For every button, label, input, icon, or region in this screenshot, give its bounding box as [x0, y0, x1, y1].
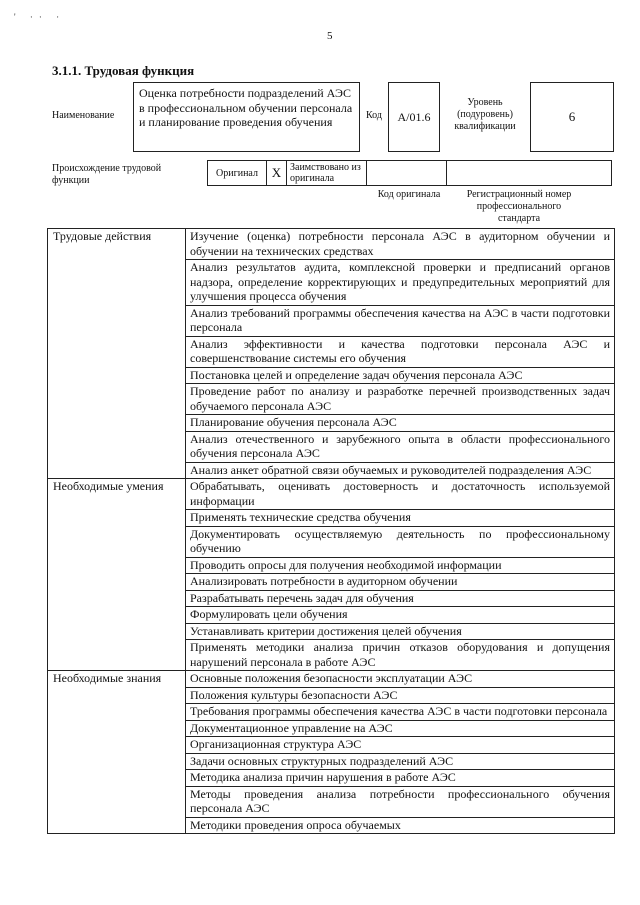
section-item: Разрабатывать перечень задач для обучения — [186, 590, 615, 607]
original-code-label: Код оригинала — [377, 189, 441, 200]
section-item: Анализ анкет обратной связи обучаемых и руководителей подразделения АЭС — [186, 462, 615, 479]
origin-label: Происхождение трудовой функции — [52, 163, 162, 186]
level-value-box: 6 — [530, 82, 614, 152]
section-item: Проведение работ по анализу и разработке перечней производственных задач обучаемого персонала АЭС — [186, 384, 615, 415]
section-title: 3.1.1. Трудовая функция — [52, 63, 195, 78]
section-item: Постановка целей и определение задач обучения персонала АЭС — [186, 367, 615, 384]
section-item: Обрабатывать, оценивать достоверность и достаточность используемой информации — [186, 479, 615, 510]
section-item: Основные положения безопасности эксплуатации АЭС — [186, 671, 615, 688]
origin-borrowed-cell: Заимствовано из оригинала — [287, 160, 367, 186]
function-details-table — [47, 228, 615, 834]
section-item: Проводить опросы для получения необходимой информации — [186, 557, 615, 574]
section-item: Планирование обучения персонала АЭС — [186, 415, 615, 432]
section-item: Организационная структура АЭС — [186, 737, 615, 754]
section-category: Необходимые умения — [48, 479, 186, 671]
section-item: Анализировать потребности в аудиторном обучении — [186, 574, 615, 591]
reg-number-label: Регистрационный номер профессионального стандарта — [466, 189, 572, 224]
section-item: Документационное управление на АЭС — [186, 720, 615, 737]
table-row — [48, 229, 615, 260]
section-category: Необходимые знания — [48, 671, 186, 834]
section-item: Методики проведения опроса обучаемых — [186, 817, 615, 834]
section-category: Трудовые действия — [48, 229, 186, 479]
section-item: Методы проведения анализа потребности профессионального обучения персонала АЭС — [186, 786, 615, 817]
section-item: Методика анализа причин нарушения в работе АЭС — [186, 770, 615, 787]
section-item: Устанавливать критерии достижения целей обучения — [186, 623, 615, 640]
section-item: Применять технические средства обучения — [186, 510, 615, 527]
code-value-box: A/01.6 — [388, 82, 440, 152]
section-item: Положения культуры безопасности АЭС — [186, 687, 615, 704]
origin-reg-cell — [447, 160, 612, 186]
table-row — [48, 671, 615, 688]
origin-original-cell: Оригинал — [207, 160, 267, 186]
origin-table — [207, 160, 612, 186]
name-label: Наименование — [52, 110, 115, 121]
origin-mark-cell: X — [267, 160, 287, 186]
function-name-box: Оценка потребности подразделений АЭС в профессиональном обучении персонала и планирование проведения обучения — [133, 82, 360, 152]
section-item: Анализ эффективности и качества подготовки персонала АЭС и совершенствование системы его обучения — [186, 336, 615, 367]
section-item: Анализ отечественного и зарубежного опыта в области профессионального обучения персонала АЭС — [186, 431, 615, 462]
section-item: Анализ требований программы обеспечения качества на АЭС в части подготовки персонала — [186, 305, 615, 336]
section-item: Изучение (оценка) потребности персонала АЭС в аудиторном обучении и обучении на технических средствах — [186, 229, 615, 260]
page-number: 5 — [327, 30, 333, 42]
section-item: Анализ результатов аудита, комплексной проверки и предписаний органов надзора, определение корректирующих и предупредительных мероприятий для улучшения процесса обучения — [186, 260, 615, 306]
code-label: Код — [366, 110, 382, 121]
section-item: Формулировать цели обучения — [186, 607, 615, 624]
section-item: Требования программы обеспечения качества АЭС в части подготовки персонала — [186, 704, 615, 721]
table-row — [48, 479, 615, 510]
level-label: Уровень (подуровень) квалификации — [454, 97, 516, 132]
origin-code-cell — [367, 160, 447, 186]
section-item: Документировать осуществляемую деятельность по профессиональному обучению — [186, 526, 615, 557]
section-item: Применять методики анализа причин отказов оборудования и допущения нарушений персонала в работе АЭС — [186, 640, 615, 671]
section-item: Задачи основных структурных подразделений АЭС — [186, 753, 615, 770]
scan-marks: ' ·· · — [14, 12, 66, 22]
